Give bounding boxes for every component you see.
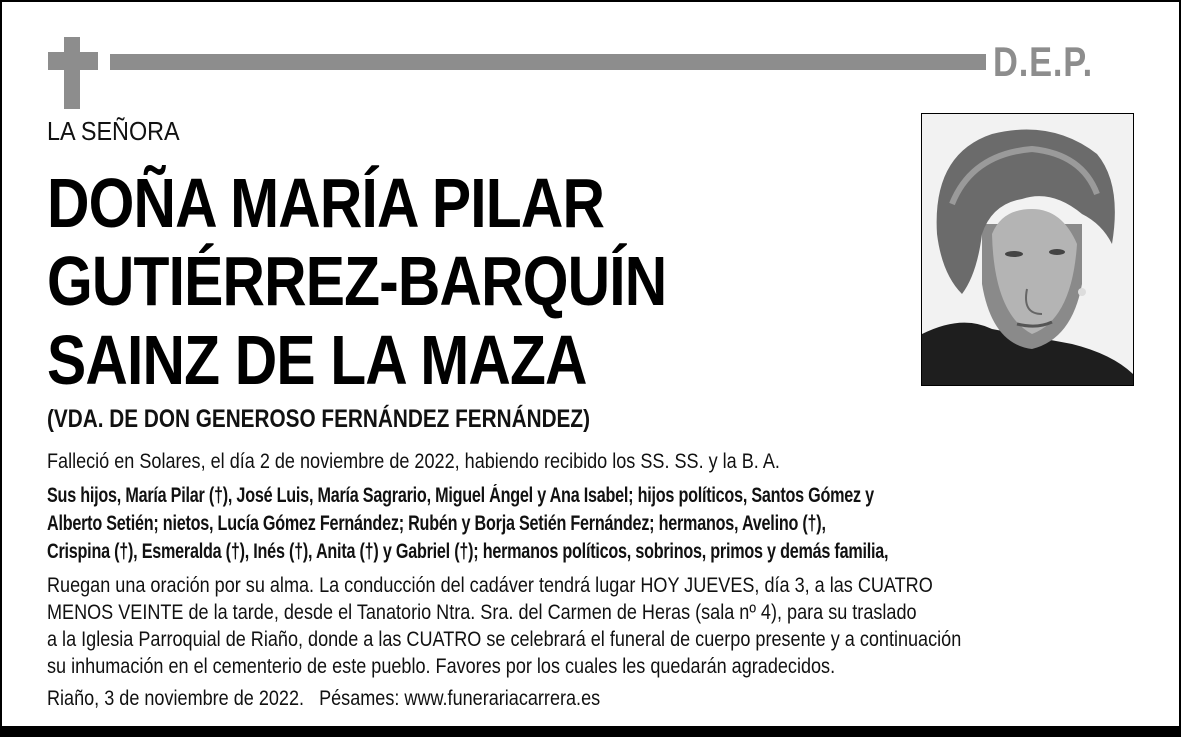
family-line: Sus hijos, María Pilar (†), José Luis, María Sagrario, Miguel Ángel y Ana Isabel; hijos políticos, Santos Gómez y: [47, 484, 874, 507]
deceased-name-line-2: GUTIÉRREZ-BARQUÍN: [47, 242, 667, 320]
deceased-photo: [921, 113, 1134, 386]
widow-of: (VDA. DE DON GENEROSO FERNÁNDEZ FERNÁNDEZ): [47, 405, 590, 433]
death-notice: Falleció en Solares, el día 2 de noviembre de 2022, habiendo recibido los SS. SS. y la B. A.: [47, 450, 780, 473]
deceased-name-line-3: SAINZ DE LA MAZA: [47, 321, 587, 399]
service-line: su inhumación en el cementerio de este pueblo. Favores por los cuales les quedarán agradecidos.: [47, 655, 836, 678]
cross-icon-arm: [48, 52, 98, 70]
condolences-link[interactable]: Pésames: www.funerariacarrera.es: [319, 687, 601, 710]
service-line: Ruegan una oración por su alma. La conducción del cadáver tendrá lugar HOY JUEVES, día 3, a las CUATRO: [47, 574, 933, 597]
service-line: a la Iglesia Parroquial de Riaño, donde a las CUATRO se celebrará el funeral de cuerpo presente y a continuación: [47, 628, 962, 651]
footer-line: [47, 687, 600, 711]
family-line: Alberto Setién; nietos, Lucía Gómez Fernández; Rubén y Borja Setién Fernández; hermanos, Avelino (†),: [47, 512, 826, 535]
place-date: Riaño, 3 de noviembre de 2022.: [47, 687, 305, 710]
family-line: Crispina (†), Esmeralda (†), Inés (†), Anita (†) y Gabriel (†); hermanos políticos, sobrinos, primos y demás familia,: [47, 540, 889, 563]
dep-label: D.E.P.: [993, 38, 1094, 85]
bottom-border: [0, 726, 1181, 737]
service-line: MENOS VEINTE de la tarde, desde el Tanatorio Ntra. Sra. del Carmen de Heras (sala nº 4), para su traslado: [47, 601, 917, 624]
header-rule: [110, 54, 986, 70]
deceased-name-line-1: DOÑA MARÍA PILAR: [47, 164, 605, 242]
cross-icon: [64, 37, 80, 109]
pre-title: LA SEÑORA: [47, 116, 180, 146]
